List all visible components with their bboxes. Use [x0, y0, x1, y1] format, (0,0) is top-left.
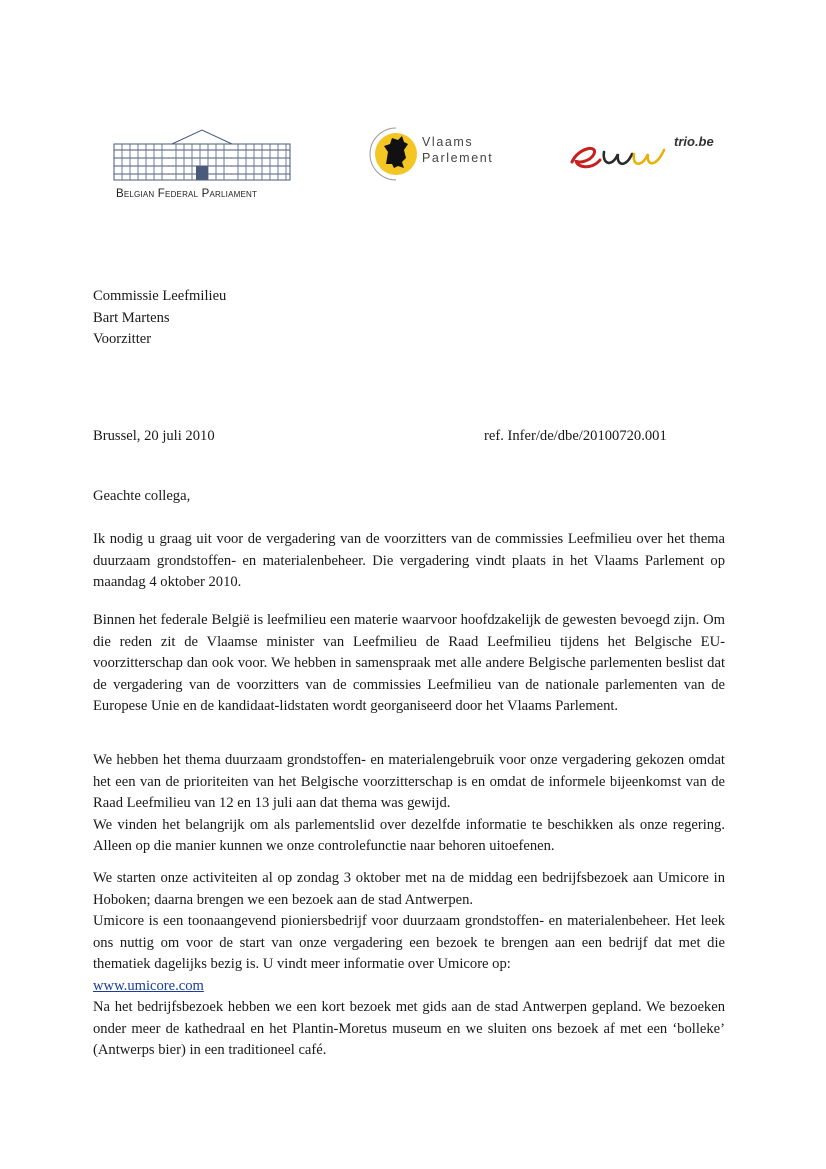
- logo-eu-trio: [568, 130, 718, 180]
- salutation: Geachte collega,: [93, 488, 191, 504]
- flemish-lion-icon: [366, 124, 426, 184]
- parliament-building-icon: [112, 126, 292, 182]
- letter-date: Brussel, 20 juli 2010: [93, 428, 215, 444]
- eu-trio-label: trio.be: [674, 134, 714, 149]
- paragraph-4a-text: We starten onze activiteiten al op zondag 3 oktober met na de middag een bedrijfsbezoek aan Umicore in Hoboken; daarna brengen we een bezoek aan de stad Antwerpen.: [93, 870, 725, 908]
- umicore-link[interactable]: www.umicore.com: [93, 977, 204, 994]
- recipient-line-2: Bart Martens: [93, 309, 170, 326]
- paragraph-2-text: Binnen het federale België is leefmilieu een materie waarvoor hoofdzakelijk de gewesten bevoegd zijn. Om die reden zit de Vlaamse minister van Leefmilieu de Raad Leefmilieu tijdens het Belgische EU-voorzitterschap dan ook voor. We hebben in samenspraak met alle andere Belgische parlementen beslist dat de vergadering van de voorzitters van de commissies Leefmilieu van de nationale parlementen van de Europese Unie en de kandidaat-lidstaten wordt georganiseerd door het Vlaams Parlement.: [93, 612, 725, 714]
- logo-belgian-federal-parliament: [108, 126, 298, 206]
- letter-reference: ref. Infer/de/dbe/20100720.001: [484, 428, 667, 444]
- vp-line2: Parlement: [422, 151, 494, 165]
- logo-vlaams-parlement: [366, 124, 506, 184]
- paragraph-3: [93, 750, 725, 858]
- paragraph-1-text: Ik nodig u graag uit voor de vergadering van de voorzitters van de commissies Leefmilieu over het thema duurzaam grondstoffen- en materialenbeheer. Die vergadering vindt plaats in het Vlaams Parlement op maandag 4 oktober 2010.: [93, 531, 725, 590]
- vp-line1: Vlaams: [422, 135, 474, 149]
- paragraph-4c-text: Na het bedrijfsbezoek hebben we een kort bezoek met gids aan de stad Antwerpen gepland. We bezoeken onder meer de kathedraal en het Plantin-Moretus museum en we sluiten ons bezoek af met een ‘bolleke’ (Antwerps bier) in een traditioneel café.: [93, 999, 725, 1058]
- paragraph-2: [93, 610, 725, 718]
- paragraph-1: [93, 529, 725, 594]
- paragraph-4: [93, 868, 725, 1062]
- eu-script-icon: [568, 130, 678, 180]
- recipient-line-3: Voorzitter: [93, 331, 152, 347]
- logo-caption: Belgian Federal Parliament: [116, 188, 258, 200]
- paragraph-3a-text: We hebben het thema duurzaam grondstoffen- en materialengebruik voor onze vergadering gekozen omdat het een van de prioriteiten van het Belgische voorzitterschap is en omdat de informele bijeenkomst van de Raad Leefmilieu van 12 en 13 juli aan dat thema was gewijd.: [93, 752, 725, 811]
- paragraph-4b-text: Umicore is een toonaangevend pioniersbedrijf voor duurzaam grondstoffen- en materialenbeheer. Het leek ons nuttig om voor de start van onze vergadering een bezoek te brengen aan een bedrijf dat met die thematiek dagelijks bezig is. U vindt meer informatie over Umicore op:: [93, 913, 725, 972]
- vp-wordmark: [422, 134, 493, 166]
- recipient-line-1: Commissie Leefmilieu: [93, 288, 227, 304]
- paragraph-3b-text: We vinden het belangrijk om als parlementslid over dezelfde informatie te beschikken als onze regering. Alleen op die manier kunnen we onze controlefunctie naar behoren uitoefenen.: [93, 816, 725, 854]
- recipient-address: [93, 286, 226, 351]
